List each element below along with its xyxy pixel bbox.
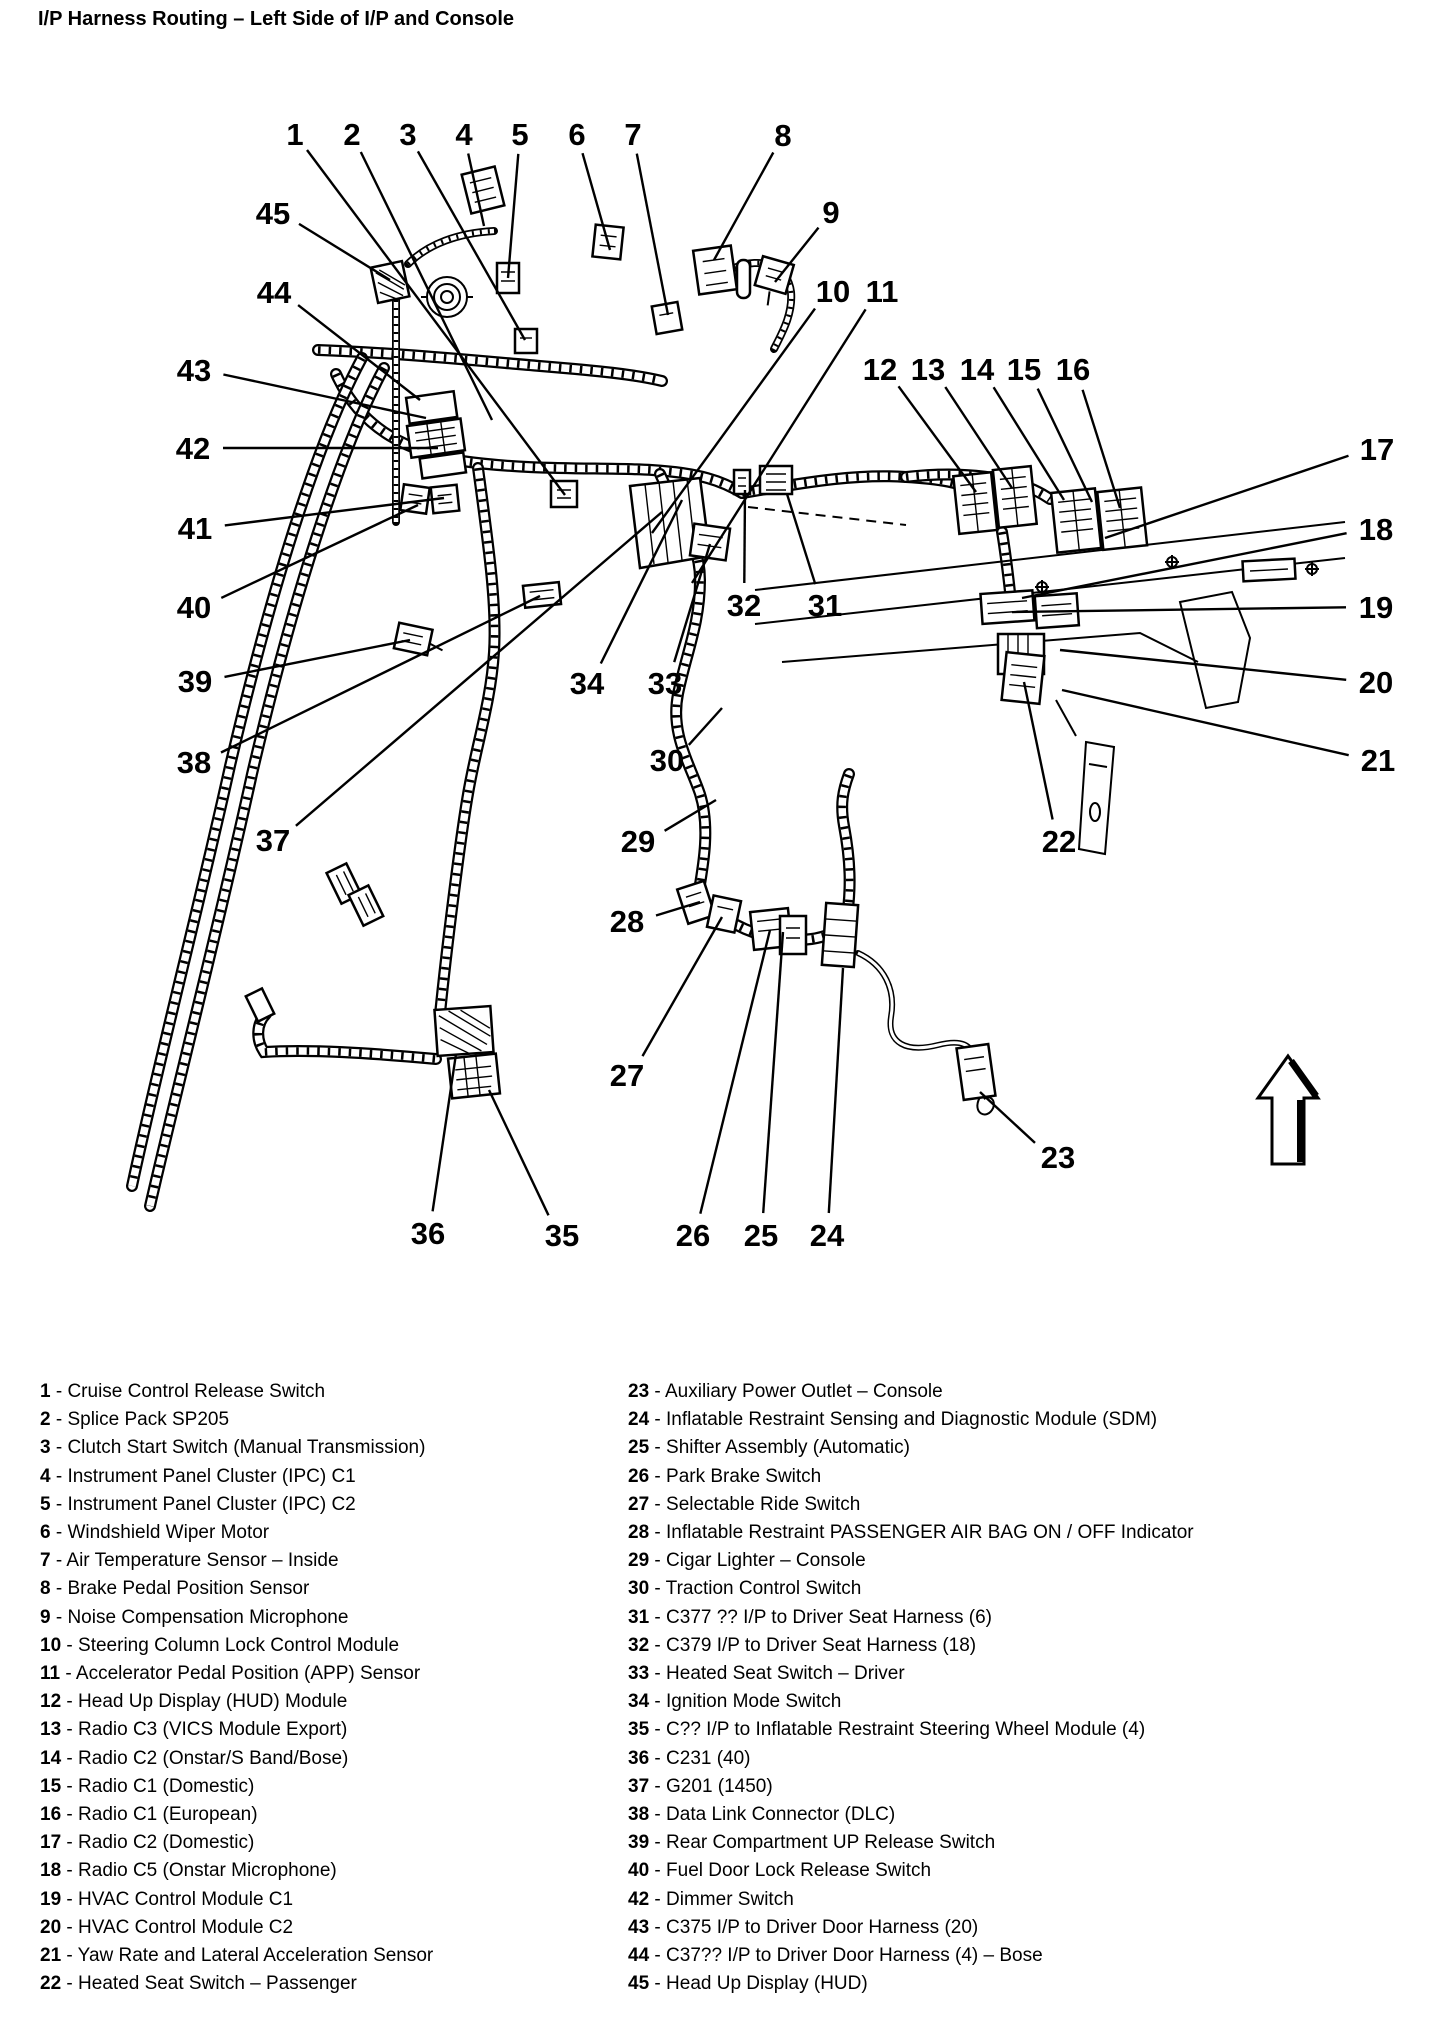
legend-item-42: 42 - Dimmer Switch <box>628 1888 794 1910</box>
leader-line-20 <box>1060 650 1346 680</box>
legend-item-4: 4 - Instrument Panel Cluster (IPC) C1 <box>40 1465 356 1487</box>
leader-line-32 <box>744 490 745 583</box>
callout-41: 41 <box>177 511 213 546</box>
leader-line-10 <box>652 309 815 533</box>
legend-item-27: 27 - Selectable Ride Switch <box>628 1493 861 1515</box>
callout-29: 29 <box>620 824 656 859</box>
north-arrow-icon <box>1258 1056 1318 1164</box>
callout-19: 19 <box>1358 590 1394 625</box>
legend-item-37: 37 - G201 (1450) <box>628 1775 773 1797</box>
block-14-17 <box>1051 484 1147 555</box>
legend-item-14: 14 - Radio C2 (Onstar/S Band/Bose) <box>40 1747 349 1769</box>
page-title: I/P Harness Routing – Left Side of I/P and Console <box>38 8 515 30</box>
callout-30: 30 <box>649 743 685 778</box>
callout-2: 2 <box>343 117 361 152</box>
block-19-20 <box>980 587 1078 632</box>
callout-27: 27 <box>609 1058 645 1093</box>
callout-14: 14 <box>959 352 995 387</box>
legend-item-17: 17 - Radio C2 (Domestic) <box>40 1832 255 1854</box>
connector-27 <box>707 895 741 932</box>
legend-item-28: 28 - Inflatable Restraint PASSENGER AIR BAG ON / OFF Indicator <box>628 1522 1194 1544</box>
legend-item-5: 5 - Instrument Panel Cluster (IPC) C2 <box>40 1493 356 1515</box>
connector-3 <box>515 329 537 353</box>
leader-line-8 <box>714 153 773 261</box>
connector-45 <box>371 261 410 305</box>
legend-item-11: 11 - Accelerator Pedal Position (APP) Sensor <box>40 1663 421 1685</box>
harness-clamp <box>246 988 274 1021</box>
callout-40: 40 <box>176 590 212 625</box>
legend-item-39: 39 - Rear Compartment UP Release Switch <box>628 1832 996 1854</box>
legend-item-38: 38 - Data Link Connector (DLC) <box>628 1804 896 1826</box>
callout-6: 6 <box>568 117 586 152</box>
callout-33: 33 <box>647 666 683 701</box>
callout-10: 10 <box>815 274 851 309</box>
legend-item-3: 3 - Clutch Start Switch (Manual Transmission) <box>40 1437 426 1459</box>
callout-17: 17 <box>1359 432 1395 467</box>
leader-line-26 <box>700 930 770 1214</box>
legend-item-15: 15 - Radio C1 (Domestic) <box>40 1775 255 1797</box>
callout-45: 45 <box>255 196 291 231</box>
leader-line-7 <box>637 154 668 315</box>
legend-item-30: 30 - Traction Control Switch <box>628 1578 862 1600</box>
legend-item-25: 25 - Shifter Assembly (Automatic) <box>628 1437 910 1459</box>
leader-line-25 <box>763 932 783 1213</box>
callout-43: 43 <box>176 353 212 388</box>
leader-line-11 <box>692 309 866 583</box>
callout-23: 23 <box>1040 1140 1076 1175</box>
callout-1: 1 <box>286 117 304 152</box>
connector-40 <box>400 484 429 513</box>
connector-36 <box>434 1006 493 1056</box>
legend-item-22: 22 - Heated Seat Switch – Passenger <box>40 1973 357 1995</box>
air-temp-probe <box>737 260 750 298</box>
callout-3: 3 <box>399 117 417 152</box>
legend-item-34: 34 - Ignition Mode Switch <box>628 1691 842 1713</box>
callout-24: 24 <box>809 1218 845 1253</box>
connector-32 <box>734 470 750 494</box>
callout-9: 9 <box>822 195 840 230</box>
legend-item-32: 32 - C379 I/P to Driver Seat Harness (18) <box>628 1634 977 1656</box>
callout-4: 4 <box>455 117 473 152</box>
legend-item-20: 20 - HVAC Control Module C2 <box>40 1916 294 1938</box>
callout-5: 5 <box>511 117 529 152</box>
legend-item-16: 16 - Radio C1 (European) <box>40 1804 258 1826</box>
callout-21: 21 <box>1360 743 1396 778</box>
connector-23-power-outlet <box>957 1044 998 1117</box>
legend-item-13: 13 - Radio C3 (VICS Module Export) <box>40 1719 348 1741</box>
leader-line-36 <box>433 1054 456 1211</box>
legend-item-31: 31 - C377 ?? I/P to Driver Seat Harness (6) <box>628 1606 992 1628</box>
legend-column-right <box>628 1378 1448 1998</box>
legend-item-44: 44 - C37?? I/P to Driver Door Harness (4) – Bose <box>628 1945 1043 1967</box>
legend-item-35: 35 - C?? I/P to Inflatable Restraint Steering Wheel Module (4) <box>628 1719 1146 1741</box>
leader-line-35 <box>489 1090 549 1215</box>
callout-36: 36 <box>410 1216 446 1251</box>
connector-cluster-42-43-44 <box>403 391 468 480</box>
callout-7: 7 <box>624 117 642 152</box>
legend-item-26: 26 - Park Brake Switch <box>628 1465 822 1487</box>
callout-8: 8 <box>774 118 792 153</box>
leader-line-45 <box>299 224 390 280</box>
legend-item-19: 19 - HVAC Control Module C1 <box>40 1888 294 1910</box>
legend-item-9: 9 - Noise Compensation Microphone <box>40 1606 349 1628</box>
callout-31: 31 <box>807 588 843 623</box>
leader-line-15 <box>1038 389 1092 502</box>
inline-connector-b <box>349 885 384 925</box>
callout-37: 37 <box>255 823 291 858</box>
callout-18: 18 <box>1358 512 1394 547</box>
legend-item-1: 1 - Cruise Control Release Switch <box>40 1381 326 1402</box>
callout-28: 28 <box>609 904 645 939</box>
legend-item-2: 2 - Splice Pack SP205 <box>40 1409 230 1431</box>
leader-line-31 <box>787 494 815 584</box>
legend-item-7: 7 - Air Temperature Sensor – Inside <box>40 1550 339 1572</box>
connector-4 <box>462 166 505 213</box>
legend-item-6: 6 - Windshield Wiper Motor <box>40 1522 270 1544</box>
callout-35: 35 <box>544 1218 580 1253</box>
callout-16: 16 <box>1055 352 1091 387</box>
callout-34: 34 <box>569 666 605 701</box>
legend-item-21: 21 - Yaw Rate and Lateral Acceleration Sensor <box>40 1945 434 1967</box>
callout-38: 38 <box>176 745 212 780</box>
legend-item-45: 45 - Head Up Display (HUD) <box>628 1973 868 1995</box>
connector-8 <box>693 246 737 295</box>
legend-column-left <box>40 1378 610 1998</box>
legend-item-33: 33 - Heated Seat Switch – Driver <box>628 1663 905 1685</box>
connector-24-sdm <box>822 903 858 967</box>
legend-item-40: 40 - Fuel Door Lock Release Switch <box>628 1860 932 1882</box>
legend-item-43: 43 - C375 I/P to Driver Door Harness (20) <box>628 1916 979 1938</box>
leader-line-30 <box>689 708 722 745</box>
legend-item-23: 23 - Auxiliary Power Outlet – Console <box>628 1381 943 1402</box>
legend-item-24: 24 - Inflatable Restraint Sensing and Diagnostic Module (SDM) <box>628 1409 1158 1431</box>
callout-15: 15 <box>1006 352 1042 387</box>
leader-line-24 <box>829 968 843 1213</box>
leader-line-23 <box>980 1092 1035 1143</box>
legend-item-36: 36 - C231 (40) <box>628 1747 751 1769</box>
leader-line-5 <box>508 154 518 278</box>
callout-25: 25 <box>743 1218 779 1253</box>
leader-line-9 <box>775 228 819 282</box>
leader-line-27 <box>643 917 723 1056</box>
legend-item-18: 18 - Radio C5 (Onstar Microphone) <box>40 1860 337 1882</box>
legend-item-10: 10 - Steering Column Lock Control Module <box>40 1634 400 1656</box>
callout-22: 22 <box>1041 824 1077 859</box>
connector-22 <box>1002 652 1045 704</box>
callout-11: 11 <box>865 274 899 309</box>
callout-12: 12 <box>862 352 898 387</box>
legend-item-8: 8 - Brake Pedal Position Sensor <box>40 1578 310 1600</box>
callout-44: 44 <box>256 275 292 310</box>
callout-13: 13 <box>910 352 946 387</box>
callout-20: 20 <box>1358 665 1394 700</box>
callout-39: 39 <box>177 664 213 699</box>
callout-32: 32 <box>726 588 762 623</box>
leader-line-37 <box>296 512 662 826</box>
legend-item-12: 12 - Head Up Display (HUD) Module <box>40 1691 348 1713</box>
callout-42: 42 <box>175 431 211 466</box>
legend-item-29: 29 - Cigar Lighter – Console <box>628 1550 866 1572</box>
callout-26: 26 <box>675 1218 711 1253</box>
